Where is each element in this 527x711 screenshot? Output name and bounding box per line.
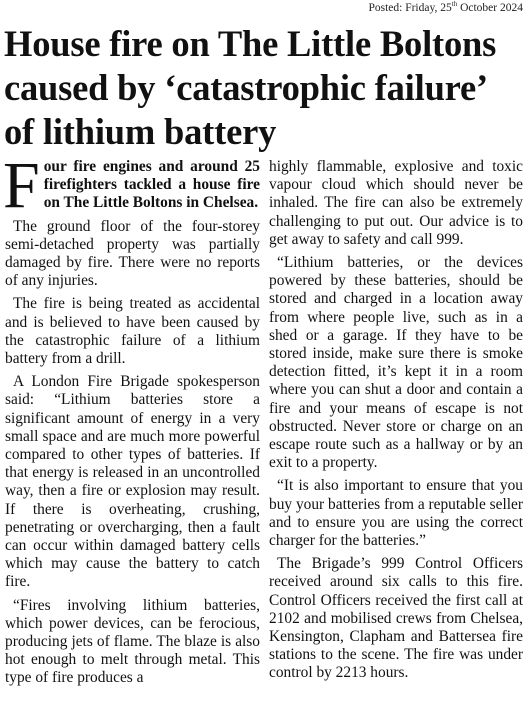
paragraph-4: “Fires involving lithium batteries, which power devices, can be ferocious, producing jets of flame. The blaze is also hot enough to melt through metal. This type of fire produces a bbox=[5, 596, 260, 687]
posted-date bbox=[368, 1, 523, 15]
paragraph-7: The Brigade’s 999 Control Officers received around six calls to this fire. Control Officers received the first call at 2102 and mobilised crews from Chelsea, Kensington, Clapham and Battersea fire stations to the scene. The fire was under control by 2213 hours. bbox=[269, 555, 523, 682]
article-column-left bbox=[3, 149, 260, 693]
article-column-right bbox=[269, 158, 523, 688]
posted-ordinal-suffix: th bbox=[451, 0, 458, 9]
drop-cap: F bbox=[3, 149, 40, 222]
paragraph-2: The fire is being treated as accidental and is believed to have been caused by the catastrophic failure of a lithium battery from a drill. bbox=[5, 295, 260, 368]
posted-prefix: Posted: Friday, 25 bbox=[368, 2, 452, 14]
headline: House fire on The Little Boltons caused by ‘catastrophic failure’ of lithium battery bbox=[4, 23, 497, 152]
paragraph-1: The ground floor of the four-storey semi-detached property was partially damaged by fire. There were no reports of any injuries. bbox=[5, 217, 260, 290]
paragraph-4-continued: highly flammable, explosive and toxic vapour cloud which should never be inhaled. The fire can also be extremely challenging to put out. Our advice is to get away to safety and call 999. bbox=[269, 158, 523, 248]
paragraph-6: “It is also important to ensure that you buy your batteries from a reputable seller and to ensure you are using the correct charger for the batteries.” bbox=[269, 477, 523, 550]
paragraph-3: A London Fire Brigade spokesperson said: “Lithium batteries store a significant amount of energy in a very small space and are much more powerful compared to other types of batteries. If that energy is released in an uncontrolled way, then a fire or explosion may result. If there is overheating, crushing, penetrating or overcharging, then a fault can occur within damaged battery cells which may cause the battery to catch fire. bbox=[5, 373, 260, 591]
paragraph-5: “Lithium batteries, or the devices powered by these batteries, should be stored and charged in a location away from where people live, such as in a shed or a garage. If they have to be stored inside, make sure there is smoke detection fitted, it’s kept it in a room where you can shut a door and contain a fire and your means of escape is not obstructed. Never store or charge on an escape route such as a hallway or by an exit to a property. bbox=[269, 254, 523, 472]
posted-rest: October 2024 bbox=[457, 2, 523, 14]
lead-text: our fire engines and around 25 firefighters tackled a house fire on The Little Boltons in Chelsea. bbox=[43, 158, 260, 212]
lead-paragraph bbox=[3, 149, 260, 222]
